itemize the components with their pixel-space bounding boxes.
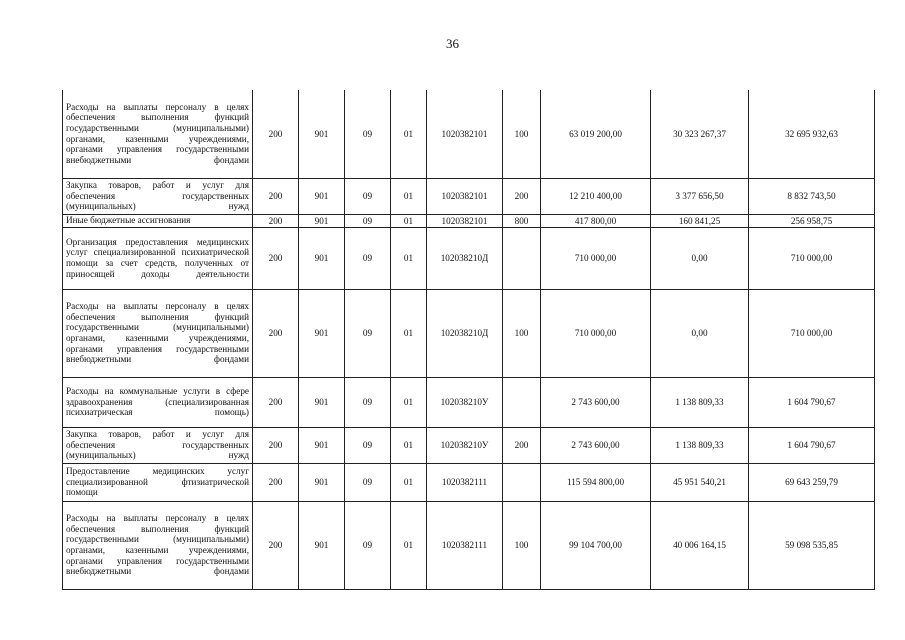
amount-cell: 0,00: [651, 289, 749, 377]
code-cell: 200: [253, 227, 299, 289]
amount-cell: 0,00: [651, 227, 749, 289]
code-cell: 09: [345, 227, 391, 289]
row-description: Иные бюджетные ассигнования: [63, 214, 253, 227]
code-cell: 901: [299, 90, 345, 178]
amount-cell: 30 323 267,37: [651, 90, 749, 178]
amount-cell: 8 832 743,50: [749, 178, 875, 214]
code-cell: 200: [253, 427, 299, 463]
row-description: Расходы на выплаты персоналу в целях обеспечения выполнения функций государственными (муниципальными) органами, казенными учреждениями, органами управления государственными внебюджетными фондами: [63, 289, 253, 377]
code-cell: 01: [391, 214, 427, 227]
code-cell: 901: [299, 214, 345, 227]
amount-cell: 115 594 800,00: [541, 463, 651, 501]
code-cell: 09: [345, 463, 391, 501]
code-cell: 1020382111: [427, 463, 503, 501]
table-row: [63, 214, 875, 227]
code-cell: 1020382111: [427, 501, 503, 589]
table-row: [63, 90, 875, 178]
amount-cell: 32 695 932,63: [749, 90, 875, 178]
amount-cell: 417 800,00: [541, 214, 651, 227]
amount-cell: 1 604 790,67: [749, 377, 875, 427]
code-cell: [503, 227, 541, 289]
code-cell: 200: [253, 463, 299, 501]
amount-cell: 1 138 809,33: [651, 427, 749, 463]
code-cell: 901: [299, 501, 345, 589]
amount-cell: 1 604 790,67: [749, 427, 875, 463]
code-cell: 1020382101: [427, 214, 503, 227]
row-description: Закупка товаров, работ и услуг для обеспечения государственных (муниципальных) нужд: [63, 178, 253, 214]
code-cell: [503, 463, 541, 501]
code-cell: 01: [391, 289, 427, 377]
code-cell: 200: [253, 377, 299, 427]
code-cell: 09: [345, 289, 391, 377]
code-cell: 200: [253, 90, 299, 178]
code-cell: 09: [345, 427, 391, 463]
amount-cell: 40 006 164,15: [651, 501, 749, 589]
code-cell: 1020382101: [427, 90, 503, 178]
code-cell: 200: [253, 178, 299, 214]
amount-cell: 710 000,00: [541, 289, 651, 377]
amount-cell: 710 000,00: [541, 227, 651, 289]
amount-cell: 12 210 400,00: [541, 178, 651, 214]
code-cell: 01: [391, 178, 427, 214]
table-row: [63, 501, 875, 589]
code-cell: 09: [345, 90, 391, 178]
code-cell: 200: [503, 427, 541, 463]
code-cell: 200: [253, 501, 299, 589]
code-cell: 200: [503, 178, 541, 214]
amount-cell: 1 138 809,33: [651, 377, 749, 427]
code-cell: 01: [391, 463, 427, 501]
amount-cell: 45 951 540,21: [651, 463, 749, 501]
row-description: Организация предоставления медицинских услуг специализированной психиатрической помощи за счет средств, полученных от приносящей доходы деятельности: [63, 227, 253, 289]
amount-cell: 3 377 656,50: [651, 178, 749, 214]
row-description: Расходы на выплаты персоналу в целях обеспечения выполнения функций государственными (муниципальными) органами, казенными учреждениями, органами управления государственными внебюджетными фондами: [63, 90, 253, 178]
code-cell: 100: [503, 289, 541, 377]
amount-cell: 256 958,75: [749, 214, 875, 227]
code-cell: 901: [299, 178, 345, 214]
code-cell: 01: [391, 90, 427, 178]
code-cell: 100: [503, 501, 541, 589]
code-cell: 901: [299, 463, 345, 501]
amount-cell: 710 000,00: [749, 227, 875, 289]
code-cell: 01: [391, 227, 427, 289]
code-cell: 01: [391, 501, 427, 589]
code-cell: 01: [391, 377, 427, 427]
code-cell: 901: [299, 289, 345, 377]
table-row: [63, 377, 875, 427]
code-cell: 1020382101: [427, 178, 503, 214]
table-row: [63, 289, 875, 377]
row-description: Расходы на выплаты персоналу в целях обеспечения выполнения функций государственными (муниципальными) органами, казенными учреждениями, органами управления государственными внебюджетными фондами: [63, 501, 253, 589]
code-cell: 09: [345, 178, 391, 214]
amount-cell: 63 019 200,00: [541, 90, 651, 178]
amount-cell: 2 743 600,00: [541, 377, 651, 427]
code-cell: 901: [299, 227, 345, 289]
amount-cell: 59 098 535,85: [749, 501, 875, 589]
code-cell: 01: [391, 427, 427, 463]
row-description: Предоставление медицинских услуг специализированной фтизиатрической помощи: [63, 463, 253, 501]
code-cell: 200: [253, 214, 299, 227]
row-description: Закупка товаров, работ и услуг для обеспечения государственных (муниципальных) нужд: [63, 427, 253, 463]
budget-table: [62, 90, 875, 590]
amount-cell: 710 000,00: [749, 289, 875, 377]
amount-cell: 160 841,25: [651, 214, 749, 227]
code-cell: 09: [345, 501, 391, 589]
code-cell: 102038210Д: [427, 289, 503, 377]
code-cell: 102038210У: [427, 377, 503, 427]
amount-cell: 69 643 259,79: [749, 463, 875, 501]
code-cell: 102038210У: [427, 427, 503, 463]
table-row: [63, 463, 875, 501]
amount-cell: 2 743 600,00: [541, 427, 651, 463]
code-cell: [503, 377, 541, 427]
code-cell: 200: [253, 289, 299, 377]
code-cell: 09: [345, 214, 391, 227]
table-row: [63, 178, 875, 214]
code-cell: 901: [299, 377, 345, 427]
code-cell: 800: [503, 214, 541, 227]
table-row: [63, 427, 875, 463]
page-number: 36: [446, 36, 459, 51]
code-cell: 901: [299, 427, 345, 463]
code-cell: 102038210Д: [427, 227, 503, 289]
row-description: Расходы на коммунальные услуги в сфере здравоохранения (специализированная психиатрическая помощь): [63, 377, 253, 427]
table-row: [63, 227, 875, 289]
code-cell: 100: [503, 90, 541, 178]
amount-cell: 99 104 700,00: [541, 501, 651, 589]
code-cell: 09: [345, 377, 391, 427]
